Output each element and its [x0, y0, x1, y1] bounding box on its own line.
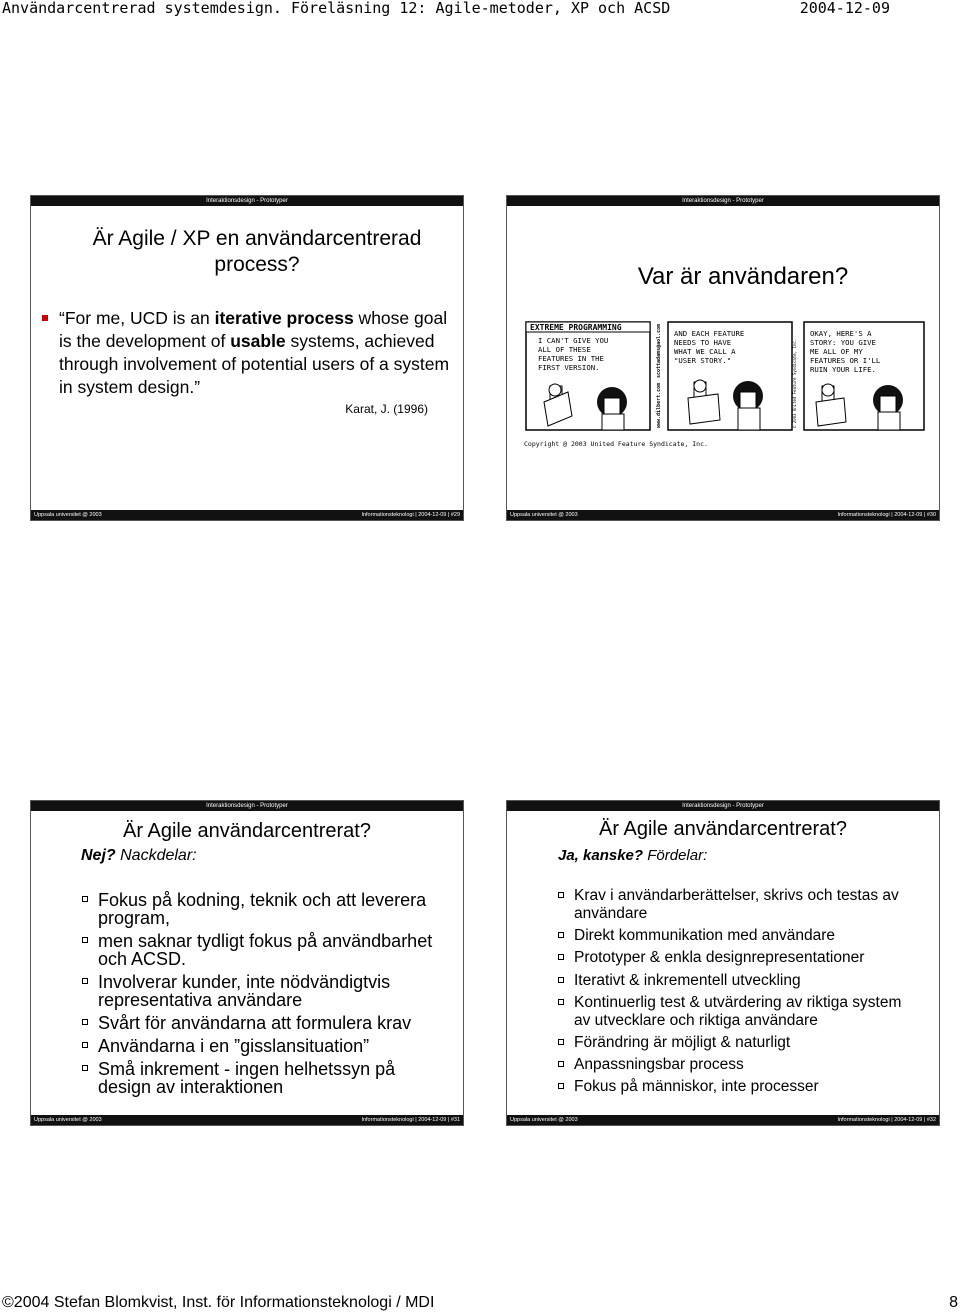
- user-figure-icon: [873, 385, 903, 430]
- footer-left: Uppsala universitet @ 2003: [510, 1117, 578, 1123]
- page-header-date: 2004-12-09: [799, 0, 890, 17]
- slide-topbar: Interaktionsdesign - Prototyper: [31, 801, 463, 811]
- list-item: Krav i användarberättelser, skrivs och testas av användare: [558, 887, 903, 923]
- slide-title: Var är användaren?: [637, 263, 849, 290]
- bullet-list: [82, 891, 452, 1101]
- slide-31: [30, 800, 464, 1126]
- bullet-square-icon: [82, 1042, 88, 1048]
- quote-keyword-iterative: iterative process: [214, 308, 354, 328]
- quote-keyword-usable: usable: [230, 331, 286, 351]
- slide-topbar: Interaktionsdesign - Prototyper: [507, 196, 939, 206]
- list-item: Direkt kommunikation med användare: [558, 927, 903, 945]
- list-item: Anpassningsbar process: [558, 1056, 903, 1074]
- comic-copyright: Copyright @ 2003 United Feature Syndicate, Inc.: [524, 440, 708, 448]
- bullet-square-icon: [558, 932, 564, 938]
- quote-item: [31, 307, 456, 399]
- slide-footer: [31, 510, 463, 520]
- slide-32: [506, 800, 940, 1126]
- bullet-square-icon: [558, 1039, 564, 1045]
- bullet-square-icon: [82, 937, 88, 943]
- page-number: 8: [949, 1294, 958, 1311]
- slide-30: [506, 195, 940, 521]
- slide-29: [30, 195, 464, 521]
- list-item: Involverar kunder, inte nödvändigtvis representativa användare: [82, 973, 452, 1009]
- quote-part1: “For me, UCD is an: [59, 308, 215, 328]
- bullet-square-icon: [558, 977, 564, 983]
- footer-right: Informationsteknologi | 2004-12-09 | #29: [361, 512, 460, 518]
- footer-left: Uppsala universitet @ 2003: [34, 512, 102, 518]
- bullet-square-icon: [558, 1083, 564, 1089]
- page-footer-copyright: ©2004 Stefan Blomkvist, Inst. för Informationsteknologi / MDI: [2, 1294, 435, 1311]
- panel1-text: I CAN'T GIVE YOU ALL OF THESE FEATURES IN THE FIRST VERSION.: [538, 336, 609, 372]
- list-item: men saknar tydligt fokus på användbarhet och ACSD.: [82, 932, 452, 968]
- bullet-square-icon: [82, 896, 88, 902]
- list-item: Förändring är möjligt & naturligt: [558, 1034, 903, 1052]
- bullet-square-icon: [558, 954, 564, 960]
- slide-subtitle: [558, 846, 707, 866]
- page-header-title: Användarcentrerad systemdesign. Föreläsning 12: Agile-metoder, XP och ACSD: [2, 0, 671, 17]
- panel1-header: EXTREME PROGRAMMING: [530, 323, 622, 332]
- subtitle-bold: Nej?: [81, 847, 116, 864]
- user-figure-icon: [597, 387, 627, 430]
- bullet-square-icon: [42, 315, 48, 321]
- slide-topbar: Interaktionsdesign - Prototyper: [507, 801, 939, 811]
- slide-footer: [507, 510, 939, 520]
- list-item: Prototyper & enkla designrepresentationer: [558, 949, 903, 967]
- citation: Karat, J. (1996): [345, 402, 428, 416]
- slide-footer: [31, 1115, 463, 1125]
- list-item: Fokus på människor, inte processer: [558, 1078, 903, 1096]
- list-item: Fokus på kodning, teknik och att leverera program,: [82, 891, 452, 927]
- page-footer: [0, 1292, 960, 1314]
- footer-left: Uppsala universitet @ 2003: [510, 512, 578, 518]
- slide-title: Är Agile / XP en användarcentrerad process?: [92, 227, 422, 276]
- slide-topbar: Interaktionsdesign - Prototyper: [31, 196, 463, 206]
- slide-title: Är Agile användarcentrerat?: [599, 818, 847, 840]
- dilbert-comic: [522, 316, 927, 451]
- list-item: Användarna i en ”gisslansituation”: [82, 1037, 452, 1055]
- bullet-square-icon: [82, 1065, 88, 1071]
- slide-title: Är Agile användarcentrerat?: [123, 820, 371, 842]
- bullet-square-icon: [82, 1019, 88, 1025]
- footer-right: Informationsteknologi | 2004-12-09 | #31: [361, 1117, 460, 1123]
- quote-part3: systems, achieved through involvement of potential users of a system in system design.”: [59, 331, 450, 397]
- panel2-text: AND EACH FEATURE NEEDS TO HAVE WHAT WE CALL A "USER STORY.": [674, 329, 745, 365]
- bullet-square-icon: [82, 978, 88, 984]
- list-item: Svårt för användarna att formulera krav: [82, 1014, 452, 1032]
- user-figure-icon: [733, 381, 763, 430]
- bullet-square-icon: [558, 1061, 564, 1067]
- list-item: Små inkrement - ingen helhetssyn på design av interaktionen: [82, 1060, 452, 1096]
- footer-right: Informationsteknologi | 2004-12-09 | #30: [837, 512, 936, 518]
- list-item: Kontinuerlig test & utvärdering av riktiga system av utvecklare och riktiga användare: [558, 994, 903, 1030]
- list-item: Iterativt & inkrementell utveckling: [558, 972, 903, 990]
- bullet-list: [558, 887, 903, 1101]
- bullet-square-icon: [558, 999, 564, 1005]
- side-text-dilbert-site: www.dilbert.com: [656, 382, 662, 428]
- quote-part2: whose goal is the development of: [59, 308, 448, 351]
- page-header: [0, 0, 960, 20]
- subtitle-bold: Ja, kanske?: [558, 847, 644, 864]
- quote-list: [31, 307, 456, 399]
- panel3-text: OKAY, HERE'S A STORY: YOU GIVE ME ALL OF MY FEATURES OR I'LL RUIN YOUR LIFE.: [810, 329, 881, 374]
- footer-right: Informationsteknologi | 2004-12-09 | #32: [837, 1117, 936, 1123]
- side-text-email: scottadams@aol.com: [656, 323, 662, 378]
- footer-left: Uppsala universitet @ 2003: [34, 1117, 102, 1123]
- subtitle-rest: Nackdelar:: [115, 847, 197, 864]
- side-text-syndicate: © 2003 United Feature Syndicate, Inc.: [792, 338, 797, 428]
- slide-footer: [507, 1115, 939, 1125]
- bullet-square-icon: [558, 892, 564, 898]
- subtitle-rest: Fördelar:: [643, 847, 708, 864]
- slide-subtitle: [81, 846, 197, 866]
